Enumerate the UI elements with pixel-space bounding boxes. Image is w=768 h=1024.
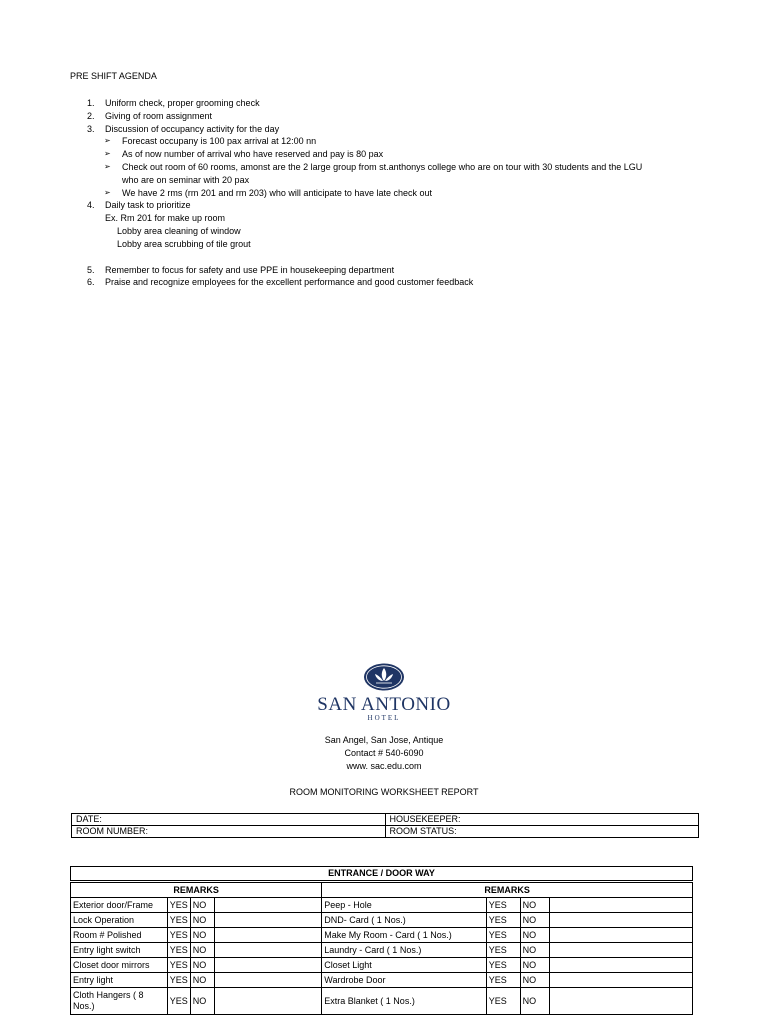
remarks-header: REMARKS — [322, 882, 693, 898]
table-row: Room # Polished YES NO Make My Room - Card ( 1 Nos.) YES NO — [71, 928, 693, 943]
room-number-field: ROOM NUMBER: — [72, 826, 386, 838]
table-row: Lock Operation YES NO DND- Card ( 1 Nos.) YES NO — [71, 913, 693, 928]
table-row: Exterior door/Frame YES NO Peep - Hole YES NO — [71, 898, 693, 913]
section-title: ENTRANCE / DOOR WAY — [71, 867, 693, 882]
task-line: Ex. Rm 201 for make up room — [105, 213, 226, 224]
agenda-item: 3. Discussion of occupancy activity for the day — [87, 123, 280, 134]
agenda-bullet: ➢ Check out room of 60 rooms, amonst are the 2 large group from st.anthonys college who are on tour with 30 students and the LGU — [104, 161, 643, 172]
hotel-address-block — [0, 734, 768, 774]
task-line: Lobby area scrubbing of tile grout — [117, 238, 251, 249]
hotel-address: San Angel, San Jose, Antique — [324, 735, 444, 745]
arrow-bullet-icon: ➢ — [104, 187, 111, 197]
table-row: Closet door mirrors YES NO Closet Light YES NO — [71, 958, 693, 973]
agenda-item: 5. Remember to focus for safety and use PPE in housekeeping department — [87, 264, 395, 275]
hotel-name: SAN ANTONIO — [317, 694, 451, 715]
checklist-table — [70, 866, 693, 1015]
date-field: DATE: — [72, 814, 386, 826]
agenda-list — [70, 97, 710, 289]
room-status-field: ROOM STATUS: — [385, 826, 699, 838]
arrow-bullet-icon: ➢ — [104, 136, 111, 146]
report-title: ROOM MONITORING WORKSHEET REPORT — [289, 787, 479, 797]
arrow-bullet-icon: ➢ — [104, 161, 111, 171]
hotel-website: www. sac.edu.com — [346, 761, 422, 772]
housekeeper-field: HOUSEKEEPER: — [385, 814, 699, 826]
arrow-bullet-icon: ➢ — [104, 149, 111, 159]
report-info-table — [71, 813, 699, 838]
agenda-bullet: ➢ Forecast occupany is 100 pax arrival at 12:00 nn — [104, 136, 317, 147]
agenda-bullet: ➢ As of now number of arrival who have reserved and pay is 80 pax — [104, 149, 384, 160]
table-row: Entry light switch YES NO Laundry - Card ( 1 Nos.) YES NO — [71, 943, 693, 958]
agenda-item: 4. Daily task to prioritize — [87, 200, 191, 211]
agenda-item: 6. Praise and recognize employees for the excellent performance and good customer feedback — [87, 277, 474, 288]
agenda-item: 2. Giving of room assignment — [87, 110, 213, 121]
remarks-header: REMARKS — [71, 882, 322, 898]
agenda-title: PRE SHIFT AGENDA — [70, 71, 157, 81]
hotel-logo — [0, 662, 768, 722]
hotel-contact: Contact # 540-6090 — [344, 748, 424, 759]
table-row: Entry light YES NO Wardrobe Door YES NO — [71, 973, 693, 988]
agenda-item: 1. Uniform check, proper grooming check — [87, 98, 260, 108]
table-row: Cloth Hangers ( 8 Nos.) YES NO Extra Blanket ( 1 Nos.) YES NO — [71, 988, 693, 1015]
hotel-subtitle: HOTEL — [367, 714, 401, 722]
lotus-emblem-icon — [362, 662, 406, 692]
task-line: Lobby area cleaning of window — [117, 225, 241, 236]
agenda-bullet: ➢ We have 2 rms (rm 201 and rm 203) who will anticipate to have late check out — [104, 187, 432, 198]
agenda-bullet-continued: who are on seminar with 20 pax — [122, 174, 250, 185]
